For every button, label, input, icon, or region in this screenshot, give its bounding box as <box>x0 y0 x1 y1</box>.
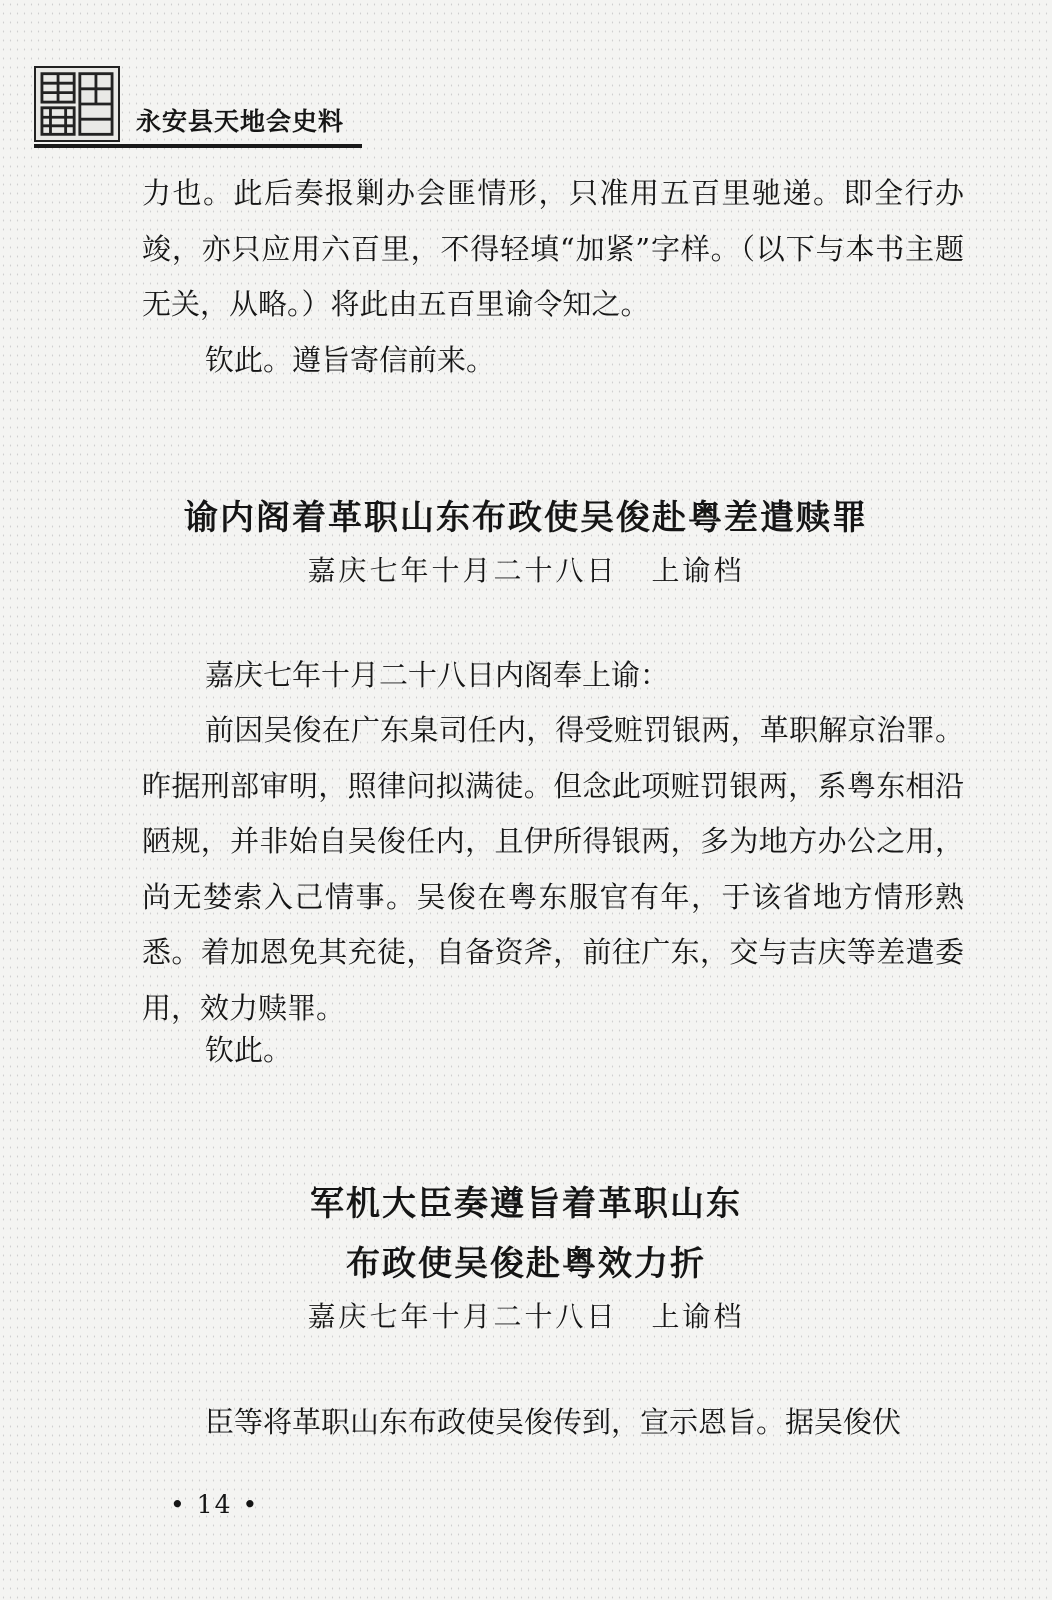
running-header <box>34 58 954 154</box>
section2-date: 嘉庆七年十月二十八日 <box>307 1300 618 1333</box>
section1-opening: 嘉庆七年十月二十八日内阁奉上谕： <box>205 658 670 692</box>
continuation-paragraph: 力也。此后奏报剿办会匪情形，只准用五百里驰递。即全行办竣，亦只应用六百里，不得轻填“加紧”字样。（以下与本书主题无关，从略。）将此由五百里谕令知之。 <box>142 176 964 321</box>
section2-title-line1: 军机大臣奏遵旨着革职山东 <box>310 1184 742 1224</box>
section1-closing: 钦此。 <box>205 1033 293 1067</box>
seal-glyph <box>36 68 118 140</box>
page-number: • 14 • <box>170 1490 260 1519</box>
section1-body: 前因吴俊在广东臬司任内，得受赃罚银两，革职解京治罪。昨据刑部审明，照律问拟满徒。但念此项赃罚银两，系粤东相沿陋规，并非始自吴俊任内，且伊所得银两，多为地方办公之用，尚无婪索入己情事。吴俊在粤东服官有年，于该省地方情形熟悉。着加恩免其充徒，自备资斧，前往广东，交与吉庆等差遣委用，效力赎罪。 <box>142 713 964 1025</box>
section1-meta <box>0 549 1052 589</box>
header-rule <box>34 144 362 148</box>
section2-source: 上谕档 <box>651 1300 745 1333</box>
section1-date: 嘉庆七年十月二十八日 <box>307 554 618 587</box>
section2-title-line2: 布政使吴俊赴粤效力折 <box>346 1244 706 1284</box>
section1-source: 上谕档 <box>651 554 745 587</box>
running-title: 永安县天地会史料 <box>136 107 345 136</box>
seal-logo <box>34 66 120 142</box>
continuation-closing: 钦此。遵旨寄信前来。 <box>205 343 496 377</box>
section2-body: 臣等将革职山东布政使吴俊传到，宣示恩旨。据吴俊伏 <box>205 1405 902 1439</box>
section2-meta <box>0 1295 1052 1335</box>
section1-title: 谕内阁着革职山东布政使吴俊赴粤差遣赎罪 <box>184 498 868 538</box>
